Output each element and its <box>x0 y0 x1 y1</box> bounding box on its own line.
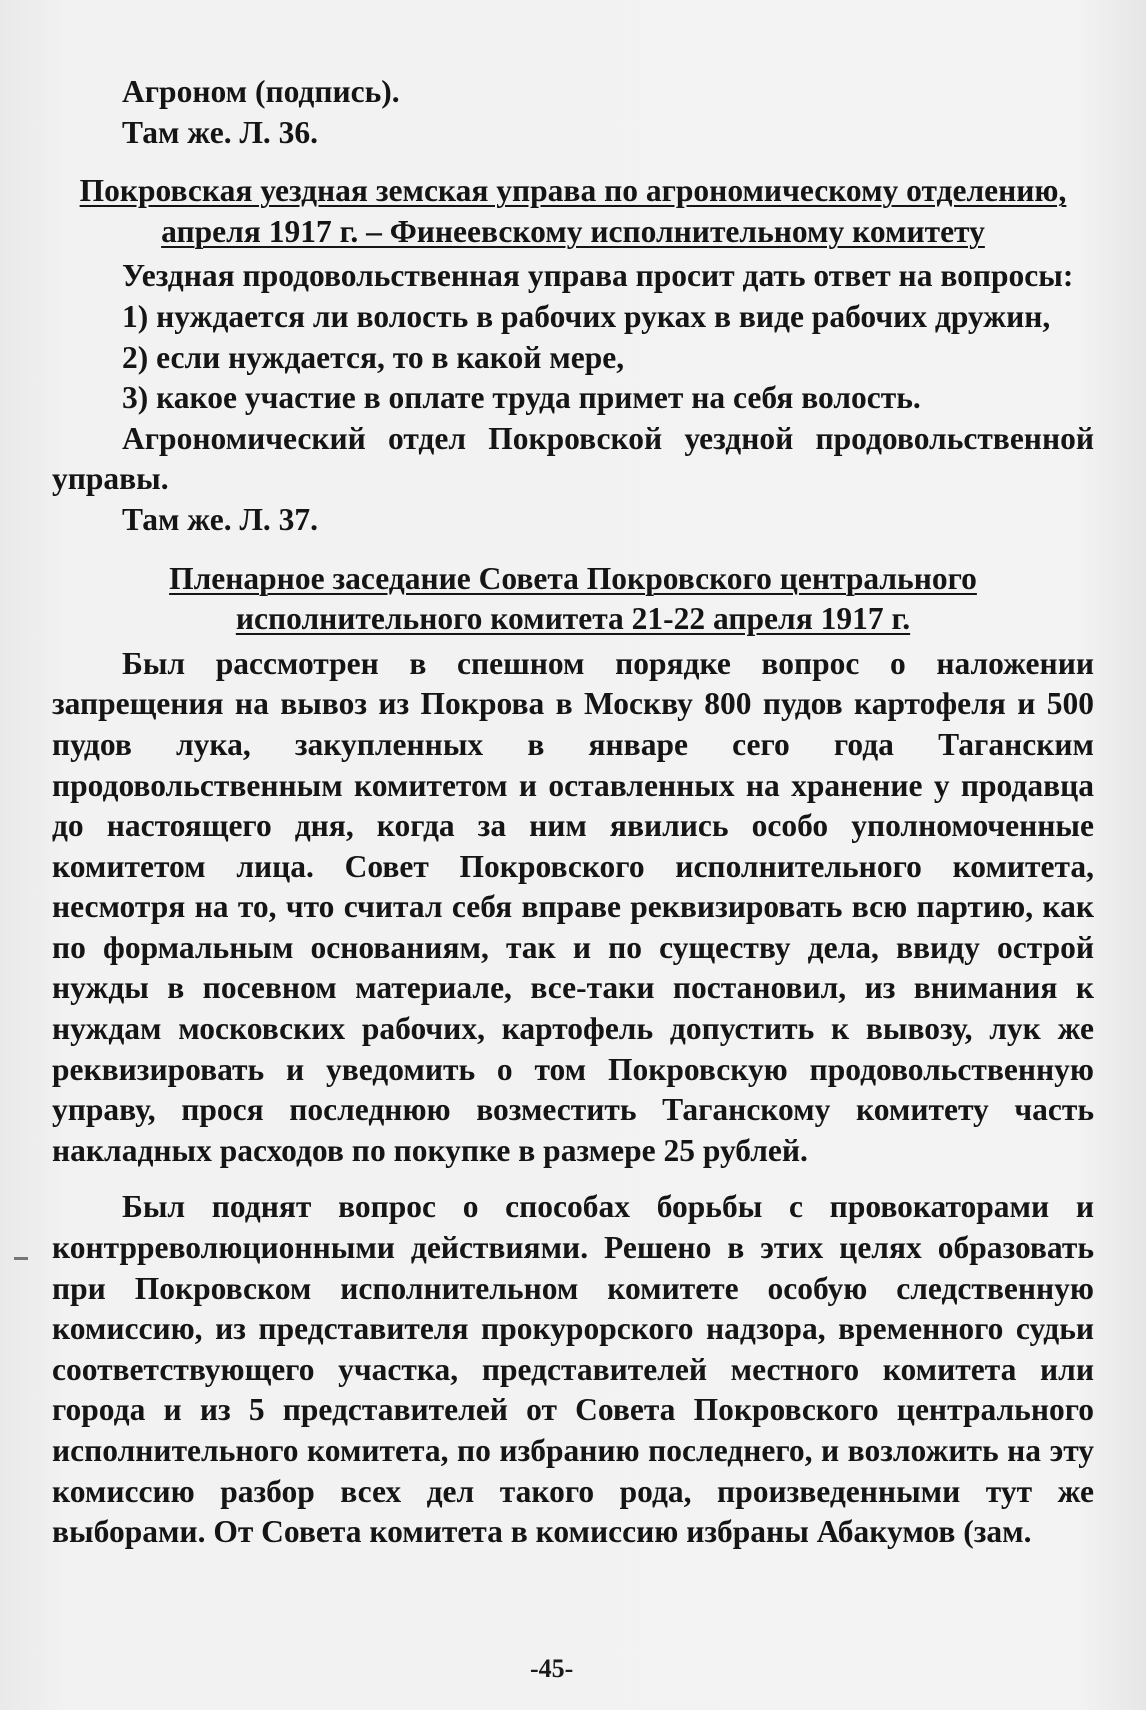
margin-mark <box>14 1257 28 1260</box>
list-item: 2) если нуждается, то в какой мере, <box>122 339 625 375</box>
paragraph: Был поднят вопрос о способах борьбы с провокаторами и контрреволюционными действиями. Решено в этих целях образовать при Покровском исполнительном комитете особую следственную комиссию, из представителя прокурорского надзора, временного судьи соответствующего участка, представителей местного комитета или города и из 5 представителей от Совета Покровского центрального исполнительного комитета, по избранию последнего, и возложить на эту комиссию разбор всех дел такого рода, произведенными тут же выборами. От Совета комитета в комиссию избраны Абакумов (зам. <box>52 1189 1094 1550</box>
paragraph: Агрономический отдел Покровской уездной продовольственной управы. <box>52 420 1094 497</box>
list-item: 3) какое участие в оплате труда примет на себя волость. <box>122 380 921 416</box>
page-number: -45- <box>530 1654 574 1683</box>
archive-reference: Там же. Л. 36. <box>122 114 319 150</box>
paragraph: Был рассмотрен в спешном порядке вопрос о наложении запрещения на вывоз из Покрова в Москву 800 пудов картофеля и 500 пудов лука, закупленных в январе сего года Таганским продовольственным комитетом и оставленных на хранение у продавца до настоящего дня, когда за ним явились особо уполномоченные комитетом лица. Совет Покровского исполнительного комитета, несмотря на то, что считал себя вправе реквизировать всю партию, как по формальным основаниям, так и по существу дела, ввиду острой нужды в посевном материале, все-таки постановил, из внимания к нуждам московских рабочих, картофель допустить к вывозу, лук же реквизировать и уведомить о том Покровскую продовольственную управу, прося последнюю возместить Таганскому комитету часть накладных расходов по покупке в размере 25 рублей. <box>52 645 1094 1168</box>
document-heading: Покровская уездная земская управа по агрономическому отделению, апреля 1917 г. – Финеевскому исполнительному комитету <box>79 173 1067 249</box>
list-item: 1) нуждается ли волость в рабочих руках в виде рабочих дружин, <box>122 298 1051 334</box>
page-body <box>52 72 1094 1553</box>
signature-line: Агроном (подпись). <box>122 74 400 109</box>
document-heading: Пленарное заседание Совета Покровского центрального исполнительного комитета 21-22 апреля 1917 г. <box>169 560 977 637</box>
paragraph: Уездная продовольственная управа просит дать ответ на вопросы: <box>122 258 1074 294</box>
archive-reference: Там же. Л. 37. <box>122 501 319 537</box>
